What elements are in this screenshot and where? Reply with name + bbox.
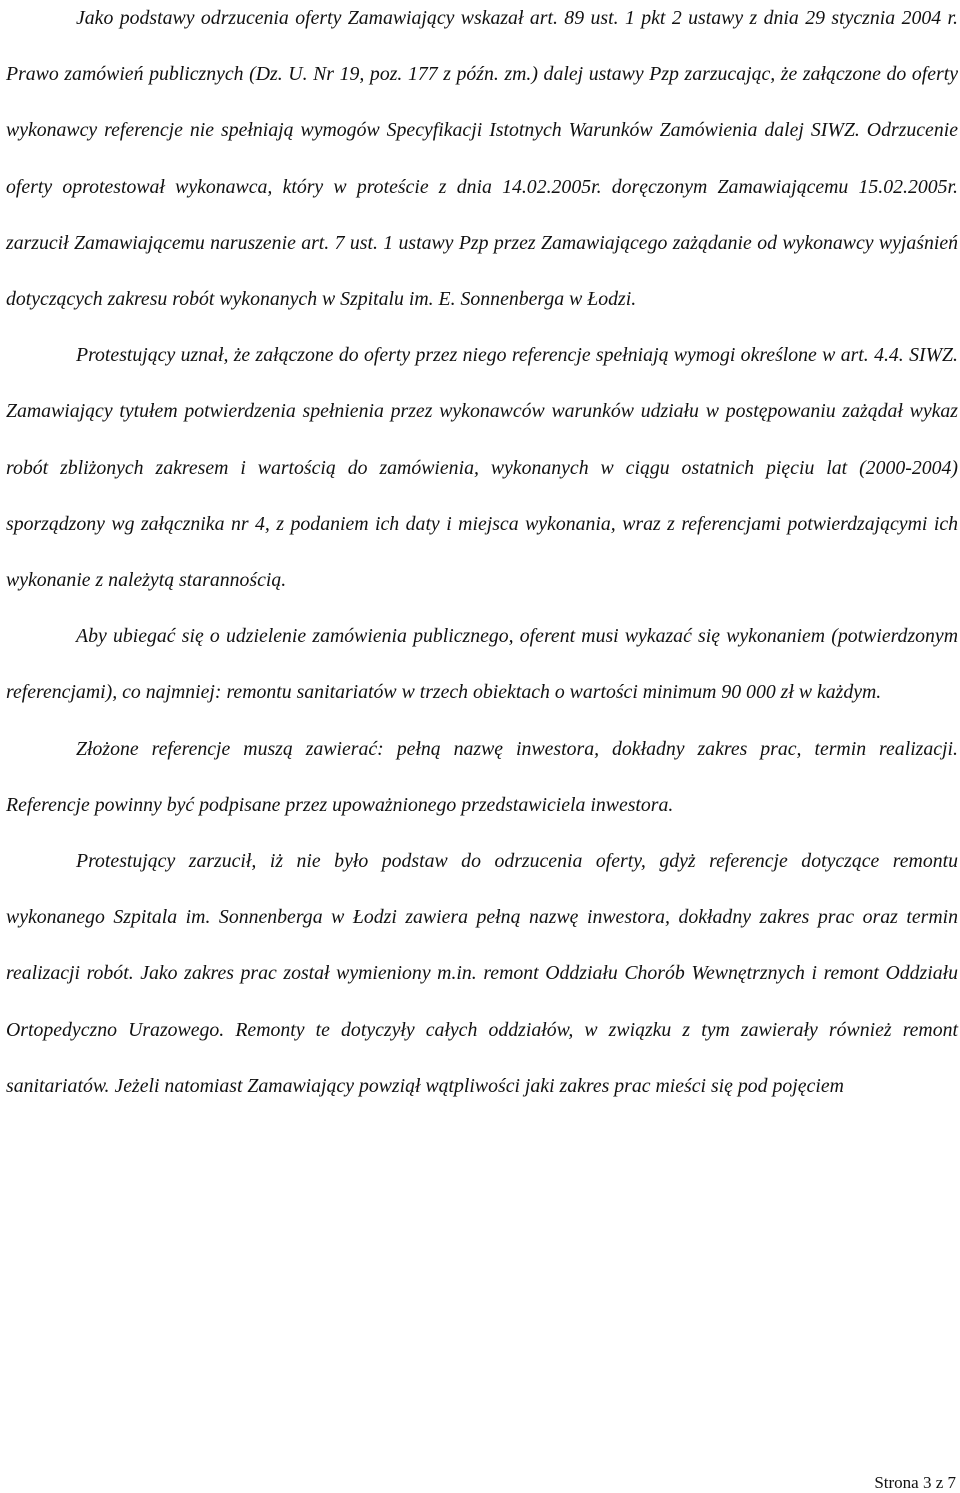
paragraph-3: Aby ubiegać się o udzielenie zamówienia publicznego, oferent musi wykazać się wykonaniem (potwierdzonym referencjami), co najmniej: remontu sanitariatów w trzech obiektach o wartości minimum 90 000 zł w każdym. (6, 625, 958, 704)
document-page (6, 0, 958, 1493)
paragraph-4: Złożone referencje muszą zawierać: pełną nazwę inwestora, dokładny zakres prac, termin realizacji. Referencje powinny być podpisane przez upoważnionego przedstawiciela inwestora. (6, 737, 958, 816)
page-number-footer: Strona 3 z 7 (874, 1473, 956, 1492)
paragraph-1: Jako podstawy odrzucenia oferty Zamawiający wskazał art. 89 ust. 1 pkt 2 ustawy z dnia 29 stycznia 2004 r. Prawo zamówień publicznych (Dz. U. Nr 19, poz. 177 z późn. zm.) dalej ustawy Pzp zarzucając, że załączone do oferty wykonawcy referencje nie spełniają wymogów Specyfikacji Istotnych Warunków Zamówienia dalej SIWZ. Odrzucenie oferty oprotestował wykonawca, który w proteście z dnia 14.02.2005r. doręczonym Zamawiającemu 15.02.2005r. zarzucił Zamawiającemu naruszenie art. 7 ust. 1 ustawy Pzp przez Zamawiającego zażądanie od wykonawcy wyjaśnień dotyczących zakresu robót wykonanych w Szpitalu im. E. Sonnenberga w Łodzi. (6, 7, 958, 311)
paragraph-5: Protestujący zarzucił, iż nie było podstaw do odrzucenia oferty, gdyż referencje dotyczące remontu wykonanego Szpitala im. Sonnenberga w Łodzi zawiera pełną nazwę inwestora, dokładny zakres prac oraz termin realizacji robót. Jako zakres prac został wymieniony m.in. remont Oddziału Chorób Wewnętrznych i remont Oddziału Ortopedyczno Urazowego. Remonty te dotyczyły całych oddziałów, w związku z tym zawierały również remont sanitariatów. Jeżeli natomiast Zamawiający powziął wątpliwości jaki zakres prac mieści się pod pojęciem (6, 850, 958, 1097)
paragraph-2: Protestujący uznał, że załączone do oferty przez niego referencje spełniają wymogi określone w art. 4.4. SIWZ. Zamawiający tytułem potwierdzenia spełnienia przez wykonawców warunków udziału w postępowaniu zażądał wykaz robót zbliżonych zakresem i wartością do zamówienia, wykonanych w ciągu ostatnich pięciu lat (2000-2004) sporządzony wg załącznika nr 4, z podaniem ich daty i miejsca wykonania, wraz z referencjami potwierdzającymi ich wykonanie z należytą starannością. (6, 344, 958, 592)
